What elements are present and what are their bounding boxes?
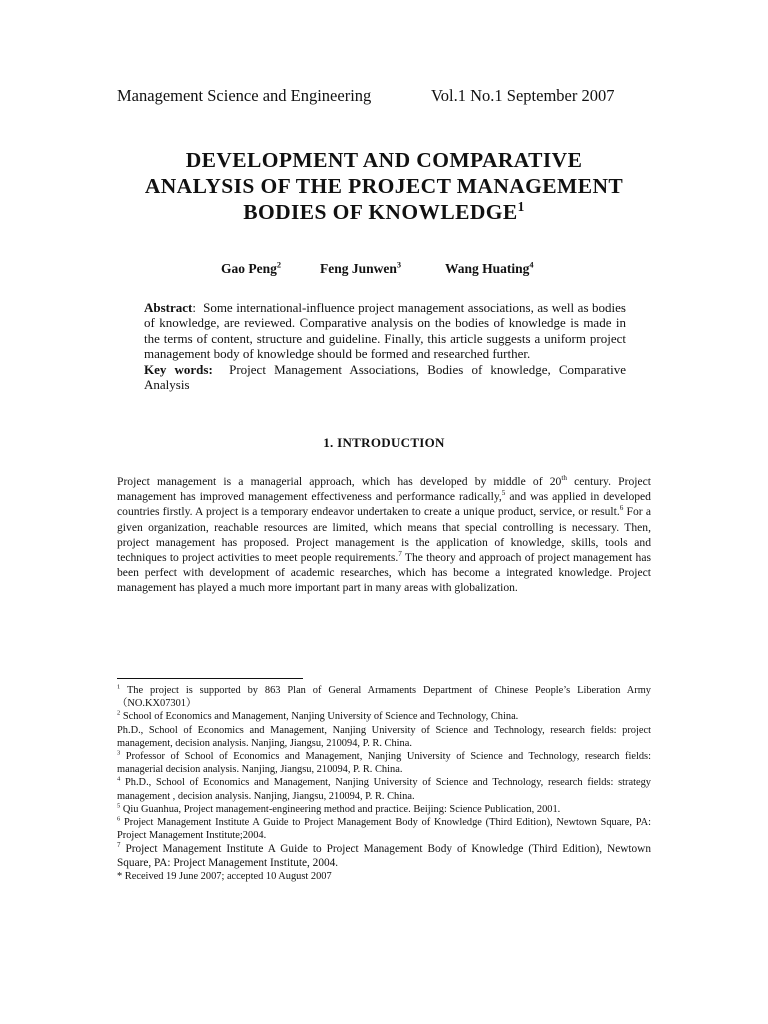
footnote-text: Project Management Institute A Guide to Project Management Body of Knowledge (Third Edition), Newtown Square, PA: Project Management Institute;2004. [117,817,651,842]
author-name: Feng Junwen [320,261,397,276]
intro-text: For a given organization, reachable resources are limited, which means that special controlling is necessary. Then, project management has proposed. Project management is the application of knowledge, skills, tools and techniques to project activities to meet people requirements. [117,505,651,565]
intro-text: Project management is a managerial approach, which has developed by middle of 20 [117,475,562,488]
keywords-label: Key words: [144,361,213,377]
footnote [117,750,651,776]
abstract-block [144,300,626,392]
title-line-3 [100,199,668,225]
author-name: Gao Peng [221,261,277,276]
footnote-ref[interactable]: 7 [398,550,402,559]
footnote-text: Professor of School of Economics and Management, Nanjing University of Science and Technology, research fields: managerial decision analysis. Nanjing, Jiangsu, 210094, P. R. China. [117,751,651,776]
footnote-text: Qiu Guanhua, Project management-engineering method and practice. Beijing: Science Publication, 2001. [120,803,561,815]
footnote-ref[interactable]: 5 [501,489,506,498]
title-footnote-mark[interactable]: 1 [517,198,525,214]
footnote-mark: 3 [117,749,121,757]
footnote-ref[interactable]: 6 [619,504,624,513]
footnote-mark: 6 [117,815,121,823]
author-footnote-mark[interactable]: 2 [276,260,282,270]
author-footnote-mark[interactable]: 3 [396,260,402,270]
keywords [144,362,626,393]
author [221,261,281,277]
author [445,261,534,277]
footnote-text: Ph.D., School of Economics and Management, Nanjing University of Science and Technology, research fields: strategy management , decision analysis. Nanjing, Jiangsu, 210094, P. R. China. [117,777,651,802]
author-name: Wang Huating [445,261,530,276]
journal-name: Management Science and Engineering [117,86,372,105]
section-heading: 1. INTRODUCTION [323,435,445,450]
author-footnote-mark[interactable]: 4 [529,260,534,270]
title-line-2: ANALYSIS OF THE PROJECT MANAGEMENT [144,174,624,198]
author [320,261,401,277]
intro-text: and was applied in developed countries firstly. A project is a temporary endeavor undertaken to create a unique product, service, or result. [117,490,651,519]
intro-text: The theory and approach of project management has been perfect with development of academic researches, which has become a integrated knowledge. Project management has played a much more important part in many areas with globalization. [117,551,651,595]
ordinal-suffix: th [561,474,567,483]
footnotes [117,684,651,884]
intro-paragraph [117,474,651,596]
abstract-text: Some international-influence project management associations, as well as bodies of knowledge, are reviewed. Comparative analysis on the bodies of knowledge is made in the terms of content, structure and guideline. Finally, this article suggests a uniform project management body of knowledge should be formed and researched further. [144,300,626,362]
issue-info: Vol.1 No.1 September 2007 [431,86,615,105]
footnote-text: The project is supported by 863 Plan of General Armaments Department of Chinese People’s Liberation Army （NO.KX07301） [117,685,651,710]
footnote [117,803,651,816]
footnote-text: * Received 19 June 2007; accepted 10 August 2007 [117,871,332,883]
footnote [117,842,651,870]
abstract: Abstract: Some international-influence project management associations, as well as bodies of knowledge, are reviewed. Comparative analysis on the bodies of knowledge is made in the terms of content, structure and guideline. Finally, this article suggests a uniform project management body of knowledge should be formed and researched further. [144,300,626,362]
footnote-mark: 5 [117,802,121,810]
title-line-3-text: BODIES OF KNOWLEDGE [243,200,518,224]
introduction-body [117,474,651,596]
footnote [117,710,651,723]
running-header [117,86,637,106]
keywords-text: Project Management Associations, Bodies of knowledge, Comparative Analysis [144,361,626,393]
footnote-mark: 1 [117,683,121,691]
footnote-divider [117,678,303,679]
footnote-mark: 2 [117,709,121,717]
footnote [117,816,651,842]
paper-title [100,147,668,225]
abstract-label: Abstract [144,300,193,315]
intro-text: century. Project management has improved management effectiveness and performance radically, [117,475,652,504]
footnote-text: School of Economics and Management, Nanjing University of Science and Technology, China. [120,711,519,723]
footnote-mark: 7 [117,841,121,850]
footnote-mark: 4 [117,775,121,783]
received-note [117,870,651,883]
footnote [117,724,651,750]
footnote [117,776,651,802]
footnote [117,684,651,710]
footnote-text: Project Management Institute A Guide to Project Management Body of Knowledge (Third Edition), Newtown Square, PA: Project Management Institute, 2004. [117,843,651,870]
title-line-1: DEVELOPMENT AND COMPARATIVE [185,148,583,172]
footnote-text: Ph.D., School of Economics and Management, Nanjing University of Science and Technology, research fields: project management, decision analysis. Nanjing, Jiangsu, 210094, P. R. China. [117,724,651,749]
